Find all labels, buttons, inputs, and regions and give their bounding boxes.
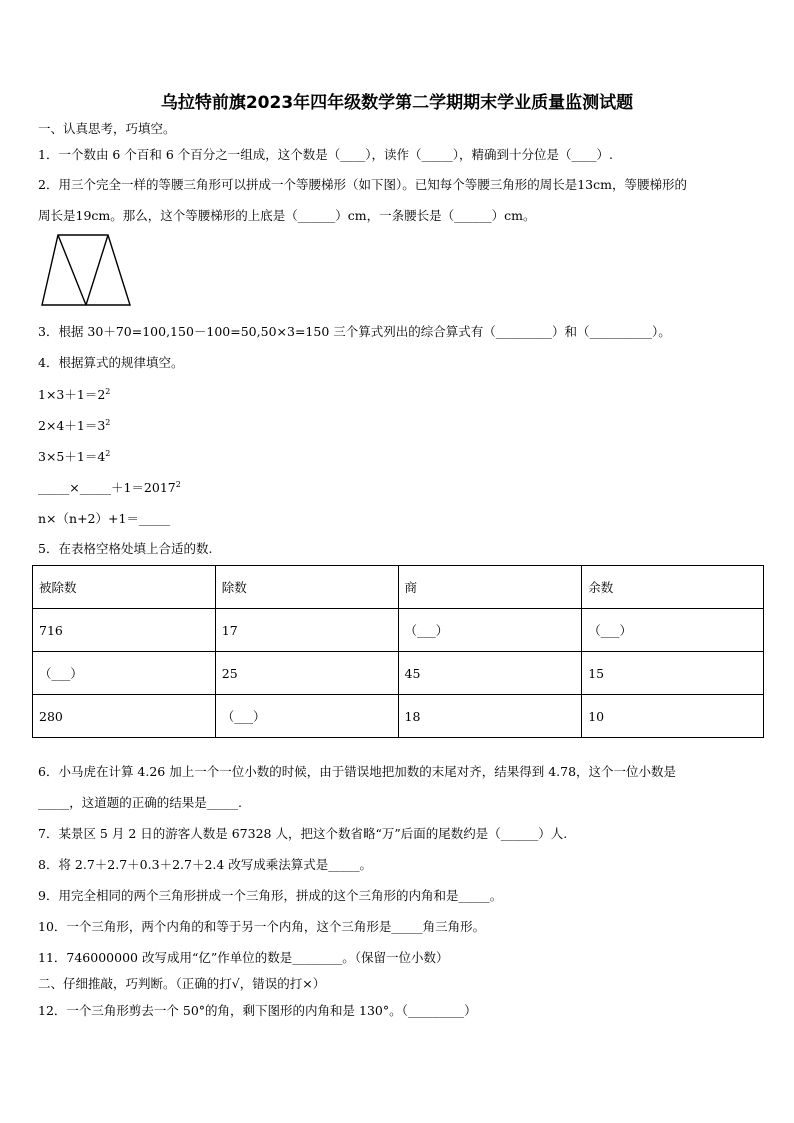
q4-equation-2-text: 2×4＋1＝3 [38, 418, 106, 433]
table-row [33, 652, 764, 695]
q4-equation-3 [38, 449, 110, 465]
table-cell: 17 [215, 609, 398, 652]
exponent: 2 [105, 386, 111, 396]
question-10: 10．一个三角形，两个内角的和等于另一个内角，这个三角形是_____角三角形。 [38, 919, 486, 934]
question-1: 1．一个数由 6 个百和 6 个百分之一组成，这个数是（____），读作（_____），精确到十分位是（____）. [38, 147, 613, 162]
q4-equation-4-text: _____×_____＋1＝2017 [38, 480, 176, 495]
header-dividend: 被除数 [33, 566, 216, 609]
table-cell: （___） [33, 652, 216, 695]
question-8: 8．将 2.7＋2.7＋0.3＋2.7＋2.4 改写成乘法算式是_____。 [38, 857, 373, 872]
page-title: 乌拉特前旗2023年四年级数学第二学期期末学业质量监测试题 [160, 93, 634, 113]
table-cell: 280 [33, 695, 216, 738]
table-cell: 18 [398, 695, 582, 738]
table-row [33, 695, 764, 738]
question-9: 9．用完全相同的两个三角形拼成一个三角形，拼成的这个三角形的内角和是_____。 [38, 888, 503, 903]
exponent: 2 [105, 448, 111, 458]
table-cell: 25 [215, 652, 398, 695]
q4-equation-4 [38, 480, 181, 496]
question-6-line-2: _____，这道题的正确的结果是_____. [38, 795, 242, 810]
triangle-divider-left [58, 235, 86, 305]
question-12: 12．一个三角形剪去一个 50°的角，剩下图形的内角和是 130°。（_________） [38, 1003, 477, 1018]
exponent: 2 [175, 479, 181, 489]
table-cell: （___） [582, 609, 764, 652]
q4-equation-3-text: 3×5＋1＝4 [38, 449, 106, 464]
header-quotient: 商 [398, 566, 582, 609]
table-cell: 10 [582, 695, 764, 738]
question-2-line-1: 2．用三个完全一样的等腰三角形可以拼成一个等腰梯形（如下图）。已知每个等腰三角形的周长是13cm，等腰梯形的 [38, 177, 687, 192]
q4-equation-5: n×（n+2）+1＝_____ [38, 511, 171, 526]
question-4: 4．根据算式的规律填空。 [38, 355, 184, 370]
question-2-line-2: 周长是19cm。那么，这个等腰梯形的上底是（______）cm，一条腰长是（______）cm。 [38, 208, 536, 223]
question-6-line-1: 6．小马虎在计算 4.26 加上一个一位小数的时候，由于错误地把加数的末尾对齐，结果得到 4.78，这个一位小数是 [38, 764, 677, 779]
exponent: 2 [105, 417, 111, 427]
header-divisor: 除数 [215, 566, 398, 609]
q4-equation-1-text: 1×3＋1＝2 [38, 387, 106, 402]
question-7: 7．某景区 5 月 2 日的游客人数是 67328 人，把这个数省略“万”后面的尾数约是（______）人. [38, 826, 568, 841]
table-header-row [33, 566, 764, 609]
section-1-heading: 一、认真思考，巧填空。 [38, 121, 176, 136]
table-cell: 45 [398, 652, 582, 695]
question-5: 5．在表格空格处填上合适的数. [38, 541, 213, 556]
division-table [32, 565, 764, 738]
table-cell: 15 [582, 652, 764, 695]
table-cell: （___） [398, 609, 582, 652]
header-remainder: 余数 [582, 566, 764, 609]
table-cell: 716 [33, 609, 216, 652]
table-row [33, 609, 764, 652]
question-3: 3．根据 30＋70=100,150－100=50,50×3=150 三个算式列出的综合算式有（_________）和（__________）。 [38, 324, 671, 339]
q4-equation-1 [38, 387, 110, 403]
trapezoid-outline [42, 235, 130, 305]
question-11: 11．746000000 改写成用“亿”作单位的数是________。（保留一位小数） [38, 950, 449, 965]
q4-equation-2 [38, 418, 110, 434]
triangle-divider-right [86, 235, 108, 305]
trapezoid-figure [38, 233, 134, 309]
table-cell: （___） [215, 695, 398, 738]
section-2-heading: 二、仔细推敲，巧判断。（正确的打√，错误的打×） [38, 976, 326, 991]
